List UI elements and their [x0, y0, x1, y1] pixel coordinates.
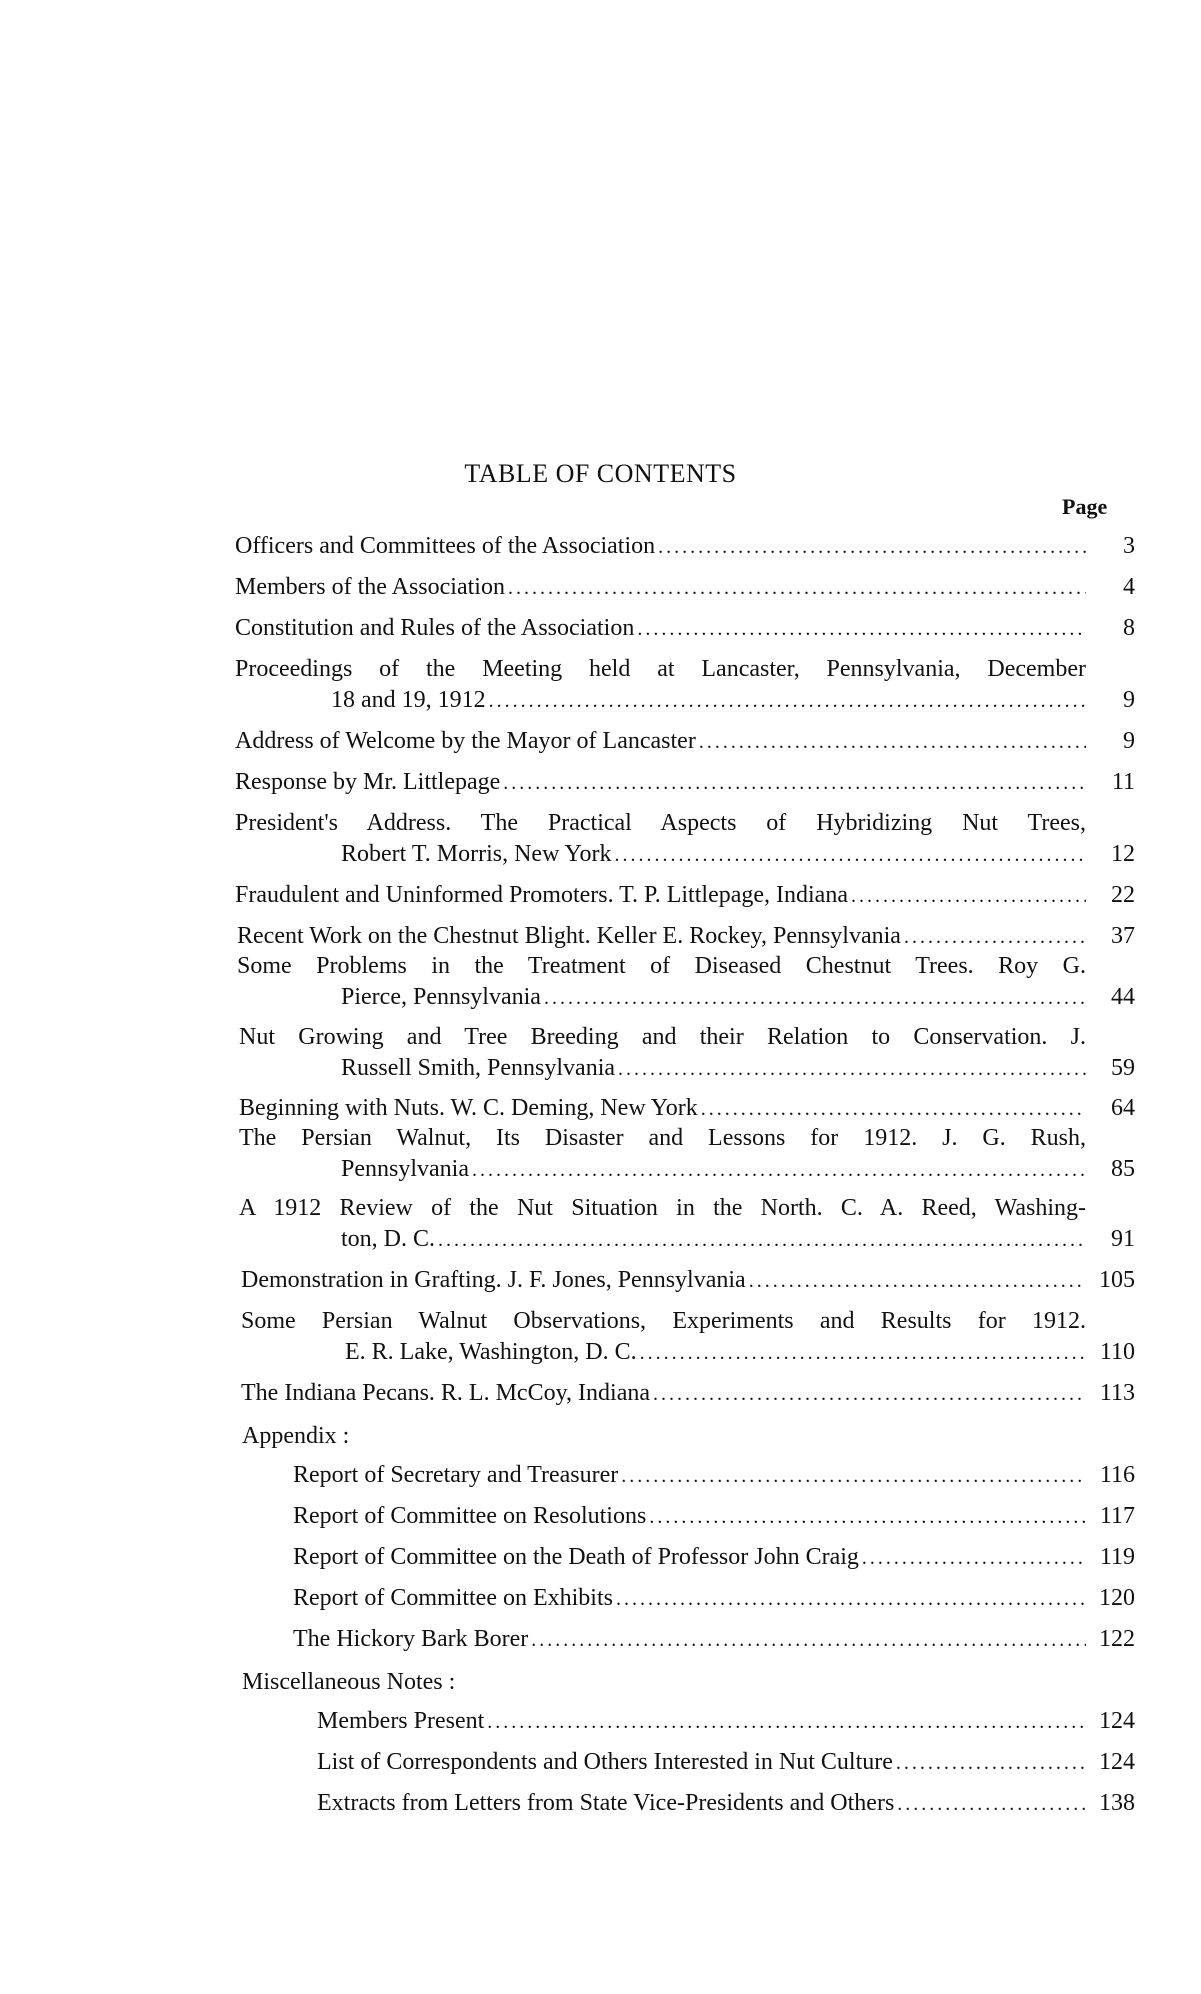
misc-notes-heading: Miscellaneous Notes :: [242, 1669, 456, 1695]
toc-entry-title: Response by Mr. Littlepage: [235, 769, 501, 795]
toc-entry-title: List of Correspondents and Others Interested in Nut Culture: [317, 1749, 893, 1775]
toc-entry: [241, 1268, 1135, 1292]
dot-leader: [614, 845, 1086, 865]
toc-entry-title: Pennsylvania: [341, 1156, 469, 1182]
toc-entry-page: 8: [1123, 615, 1135, 641]
dot-leader: [616, 1589, 1086, 1609]
toc-entry: [341, 1056, 1135, 1080]
toc-entry: [235, 883, 1135, 907]
toc-entry-title: Officers and Committees of the Association: [235, 533, 656, 559]
toc-entry: [235, 534, 1135, 558]
dot-leader: [621, 1466, 1086, 1486]
toc-entry: [341, 985, 1135, 1009]
toc-entry-title: ton, D. C.: [341, 1226, 436, 1252]
dot-leader: [897, 1794, 1086, 1814]
toc-entry-page: 113: [1099, 1380, 1135, 1406]
toc-entry-page: 138: [1099, 1790, 1135, 1816]
toc-entry-page: 85: [1111, 1156, 1135, 1182]
toc-entry-title: Beginning with Nuts. W. C. Deming, New York: [239, 1095, 698, 1121]
dot-leader: [503, 773, 1086, 793]
dot-leader: [749, 1271, 1086, 1291]
toc-entry-page: 91: [1111, 1226, 1135, 1252]
toc-entry: [341, 842, 1135, 866]
toc-entry-title: Report of Committee on Exhibits: [293, 1585, 613, 1611]
page-column-header: Page: [1062, 494, 1108, 519]
toc-entry-title-line1: Some Problems in the Treatment of Diseased Chestnut Trees. Roy G.: [237, 953, 1086, 979]
dot-leader: [489, 691, 1086, 711]
toc-entry: [237, 924, 1135, 948]
toc-entry-page: 22: [1111, 882, 1135, 908]
toc-entry-title: E. R. Lake, Washington, D. C.: [345, 1339, 637, 1365]
dot-leader: [653, 1384, 1086, 1404]
toc-entry-page: 11: [1111, 769, 1135, 795]
toc-entry-page: 116: [1099, 1462, 1135, 1488]
toc-entry-title: The Hickory Bark Borer: [293, 1626, 529, 1652]
toc-entry-title-line1: A 1912 Review of the Nut Situation in the North. C. A. Reed, Washing-: [239, 1195, 1086, 1221]
toc-entry-title: Recent Work on the Chestnut Blight. Keller E. Rockey, Pennsylvania: [237, 923, 901, 949]
toc-entry-title: Report of Secretary and Treasurer: [293, 1462, 619, 1488]
toc-entry-title: Address of Welcome by the Mayor of Lancaster: [235, 728, 696, 754]
dot-leader: [699, 732, 1086, 752]
dot-leader: [531, 1630, 1086, 1650]
toc-entry-page: 9: [1123, 687, 1135, 713]
page-title: TABLE OF CONTENTS: [464, 459, 737, 488]
appendix-item: [293, 1463, 1135, 1487]
toc-entry-page: 117: [1099, 1503, 1135, 1529]
toc-entry-title: Extracts from Letters from State Vice-Presidents and Others: [317, 1790, 895, 1816]
toc-entry: [239, 1096, 1135, 1120]
dot-leader: [904, 927, 1086, 947]
toc-entry: [341, 1157, 1135, 1181]
dot-leader: [862, 1548, 1086, 1568]
toc-entry-title: Report of Committee on Resolutions: [293, 1503, 647, 1529]
toc-entry-title: 18 and 19, 1912: [331, 687, 486, 713]
toc-entry-page: 44: [1111, 984, 1135, 1010]
toc-entry-title-line1: The Persian Walnut, Its Disaster and Lessons for 1912. J. G. Rush,: [239, 1125, 1086, 1151]
appendix-item: [293, 1504, 1135, 1528]
toc-entry-title: Report of Committee on the Death of Professor John Craig: [293, 1544, 859, 1570]
toc-entry-page: 124: [1099, 1749, 1135, 1775]
toc-entry-page: 122: [1099, 1626, 1135, 1652]
dot-leader: [649, 1507, 1086, 1527]
toc-entry-title: The Indiana Pecans. R. L. McCoy, Indiana: [241, 1380, 650, 1406]
toc-entry: [235, 575, 1135, 599]
toc-entry-title-line1: Nut Growing and Tree Breeding and their Relation to Conservation. J.: [239, 1024, 1086, 1050]
dot-leader: [438, 1230, 1086, 1250]
toc-entry-title-line1: Some Persian Walnut Observations, Experiments and Results for 1912.: [241, 1308, 1086, 1334]
toc-entry-title-line1: President's Address. The Practical Aspects of Hybridizing Nut Trees,: [235, 810, 1086, 836]
toc-entry-page: 37: [1111, 923, 1135, 949]
dot-leader: [487, 1712, 1086, 1732]
toc-entry-title: Pierce, Pennsylvania: [341, 984, 541, 1010]
dot-leader: [701, 1099, 1086, 1119]
appendix-heading: Appendix :: [242, 1423, 350, 1449]
dot-leader: [618, 1059, 1086, 1079]
toc-entry-page: 64: [1111, 1095, 1135, 1121]
dot-leader: [472, 1160, 1086, 1180]
toc-entry-title: Demonstration in Grafting. J. F. Jones, Pennsylvania: [241, 1267, 746, 1293]
misc-item: [317, 1750, 1135, 1774]
dot-leader: [896, 1753, 1086, 1773]
toc-entry: [235, 729, 1135, 753]
toc-entry-page: 59: [1111, 1055, 1135, 1081]
toc-entry: [241, 1381, 1135, 1405]
appendix-item: [293, 1545, 1135, 1569]
toc-entry: [341, 1227, 1135, 1251]
toc-entry-page: 120: [1099, 1585, 1135, 1611]
dot-leader: [508, 578, 1086, 598]
toc-entry-title: Russell Smith, Pennsylvania: [341, 1055, 616, 1081]
toc-entry: [235, 770, 1135, 794]
dot-leader: [640, 1343, 1086, 1363]
toc-entry: [345, 1340, 1135, 1364]
toc-entry-page: 12: [1111, 841, 1135, 867]
toc-entry-title: Constitution and Rules of the Association: [235, 615, 635, 641]
toc-entry-title: Members of the Association: [235, 574, 505, 600]
toc-entry: [331, 688, 1135, 712]
toc-entry-page: 4: [1123, 574, 1135, 600]
toc-entry-page: 9: [1123, 728, 1135, 754]
toc-entry-title: Robert T. Morris, New York: [341, 841, 612, 867]
toc-entry-page: 119: [1099, 1544, 1135, 1570]
appendix-item: [293, 1586, 1135, 1610]
toc-entry-page: 105: [1099, 1267, 1135, 1293]
toc-entry-page: 110: [1099, 1339, 1135, 1365]
toc-entry-title: Members Present: [317, 1708, 485, 1734]
toc-entry: [235, 616, 1135, 640]
toc-entry-title-line1: Proceedings of the Meeting held at Lancaster, Pennsylvania, December: [235, 656, 1086, 682]
dot-leader: [658, 537, 1086, 557]
appendix-item: [293, 1627, 1135, 1651]
toc-entry-title: Fraudulent and Uninformed Promoters. T. P. Littlepage, Indiana: [235, 882, 848, 908]
dot-leader: [544, 988, 1086, 1008]
dot-leader: [851, 886, 1086, 906]
toc-entry-page: 124: [1099, 1708, 1135, 1734]
dot-leader: [637, 619, 1086, 639]
misc-item: [317, 1791, 1135, 1815]
misc-item: [317, 1709, 1135, 1733]
toc-entry-page: 3: [1123, 533, 1135, 559]
